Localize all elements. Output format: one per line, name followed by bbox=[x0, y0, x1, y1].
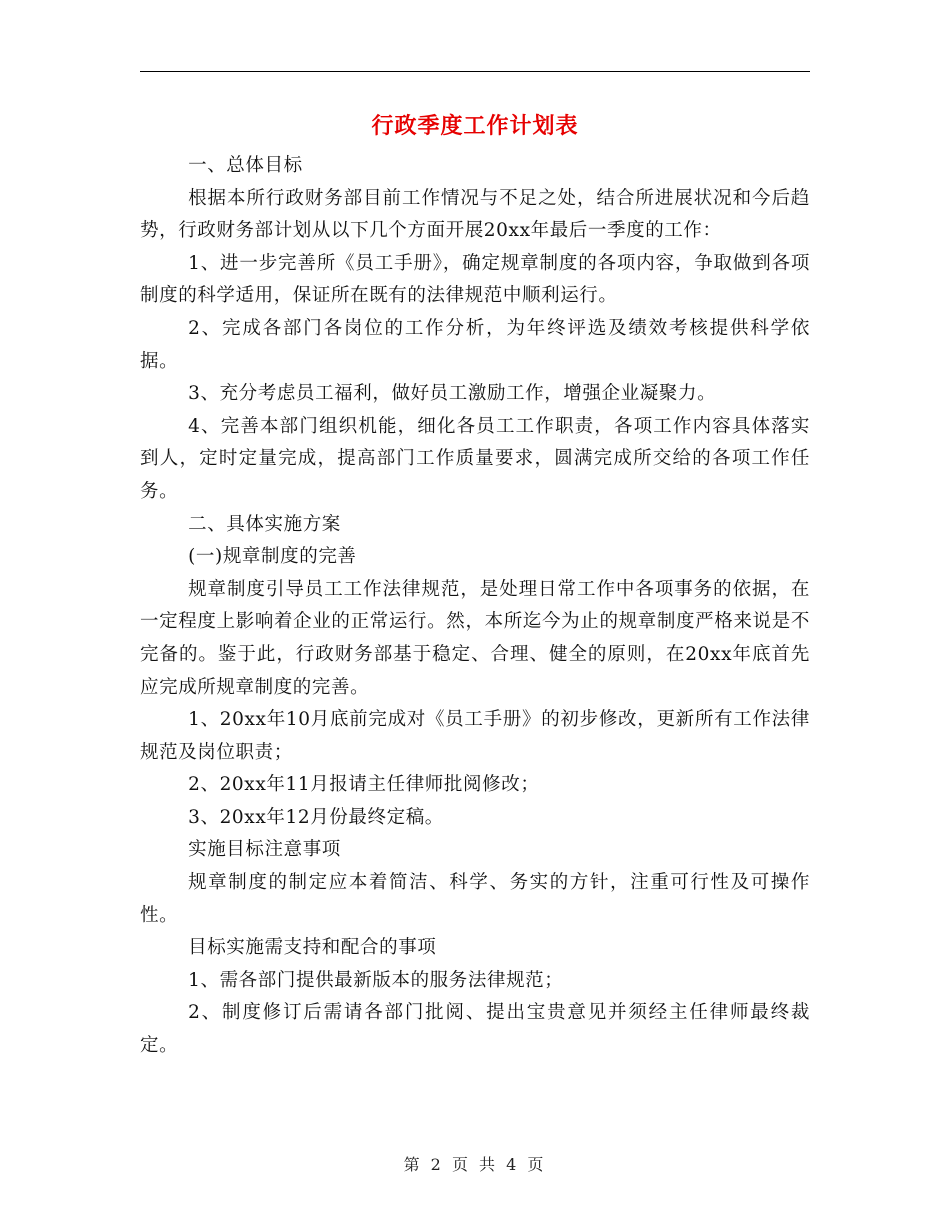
list-item-step-2: 2、20xx年11月报请主任律师批阅修改； bbox=[188, 774, 540, 796]
subheading-notes: 实施目标注意事项 bbox=[188, 839, 341, 861]
subheading-rules-improvement: (一)规章制度的完善 bbox=[188, 546, 357, 568]
heading-overall-goal: 一、总体目标 bbox=[188, 155, 303, 176]
list-item-support-2: 2、制度修订后需请各部门批阅、提出宝贵意见并须经主任律师最终裁定。 bbox=[140, 1002, 810, 1057]
heading-implementation-plan: 二、具体实施方案 bbox=[188, 513, 341, 535]
page-number: 第 2 页 共 4 页 bbox=[403, 1155, 547, 1174]
list-item-goal-2: 2、完成各部门各岗位的工作分析，为年终评选及绩效考核提供科学依据。 bbox=[140, 317, 810, 372]
list-item-step-3: 3、20xx年12月份最终定稿。 bbox=[188, 806, 444, 828]
paragraph-notes: 规章制度的制定应本着简洁、科学、务实的方针，注重可行性及可操作性。 bbox=[140, 872, 810, 926]
document-body bbox=[140, 150, 810, 1063]
subheading-support-items: 目标实施需支持和配合的事项 bbox=[188, 937, 437, 959]
header-rule bbox=[140, 71, 810, 72]
list-item-goal-1: 1、进一步完善所《员工手册》，确定规章制度的各项内容，争取做到各项制度的科学适用，保证所在既有的法律规范中顺利运行。 bbox=[140, 252, 810, 307]
list-item-goal-3: 3、充分考虑员工福利，做好员工激励工作，增强企业凝聚力。 bbox=[188, 383, 717, 405]
list-item-step-1: 1、20xx年10月底前完成对《员工手册》的初步修改，更新所有工作法律规范及岗位职责； bbox=[140, 709, 810, 763]
paragraph-intro: 根据本所行政财务部目前工作情况与不足之处，结合所进展状况和今后趋势，行政财务部计划从以下几个方面开展20xx年最后一季度的工作： bbox=[140, 187, 810, 242]
list-item-goal-4: 4、完善本部门组织机能，细化各员工工作职责，各项工作内容具体落实到人，定时定量完成，提高部门工作质量要求，圆满完成所交给的各项工作任务。 bbox=[140, 415, 810, 502]
list-item-support-1: 1、需各部门提供最新版本的服务法律规范； bbox=[188, 969, 564, 991]
paragraph-rules-description: 规章制度引导员工工作法律规范，是处理日常工作中各项事务的依据，在一定程度上影响着企业的正常运行。然，本所迄今为止的规章制度严格来说是不完备的。鉴于此，行政财务部基于稳定、合理、健全的原则，在20xx年底首先应完成所规章制度的完善。 bbox=[140, 578, 810, 698]
document-title: 行政季度工作计划表 bbox=[371, 113, 579, 139]
